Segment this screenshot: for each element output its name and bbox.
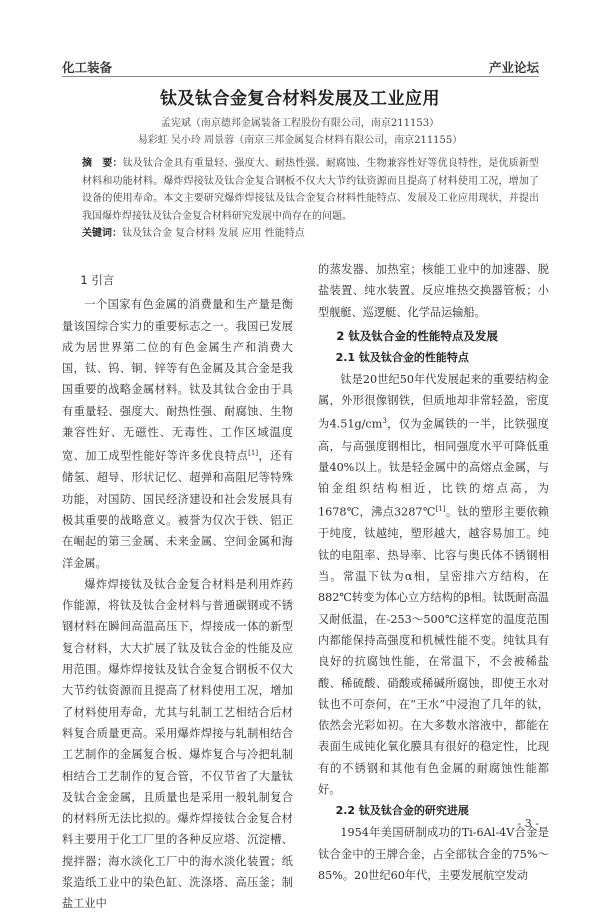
abstract-block <box>62 155 539 243</box>
paragraph <box>318 369 549 800</box>
paragraph: 的蒸发器、加热室；核能工业中的加速器、脱盐装置、纯水装置、反应堆热交换器管板；小型舰艇、巡逻艇、化学品运输船。 <box>318 263 549 319</box>
section-1-heading: 1 引言 <box>80 273 115 287</box>
keywords-label: 关键词： <box>82 228 122 239</box>
paragraph-text: 一个国家有色金属的消费量和生产量是衡量该国综合实力的重要标志之一。我国已发展成为居世界第二位的有色金属生产和消费大国，钛、钨、铜、锌等有色金属及其合金是我国重要的战略金属材料。钛及其钛合金由于具有重量轻、强度大、耐热性强、耐腐蚀、生物兼容性好、无磁性、无毒性、工作区域温度宽、加工成型性能好等许多优良特点 <box>62 298 293 464</box>
abstract-text: 钛及钛合金具有重量轻、强度大、耐热性强、耐腐蚀、生物兼容性好等优良特性，是优质新型材料和功能材料。爆炸焊接钛及钛合金复合钢板不仅大大节约钛资源而且提高了材料使用工况，增加了设备的使用寿命。本文主要研究爆炸焊接钛及钛合金复合材料性能特点、发展及工业应用现状，并提出我国爆炸焊接钛及钛合金复合材料研究发展中尚存在的问题。 <box>82 158 540 222</box>
paragraph-text: ，还有储氢、超导、形状记忆、超弹和高阻尼等特殊功能，对国防、国民经济建设和社会发展具有极其重要的战略意义。被誉为仅次于铁、铝正在崛起的第三金属、未来金属、空间金属和海洋金属。 <box>62 450 293 570</box>
section-2-1-heading: 2.1 钛及钛合金的性能特点 <box>335 350 469 364</box>
paragraph-text: 钛是20世纪50年代发展起来的重要结构金属，外形很像钢铁，但质地却非常轻盈，密度为4.51g/cm <box>318 372 549 432</box>
paragraph-text: ，仅为金属铁的一半，比铁强度高，与高强度钢相比，相同强度水平可降低重量40%以上。钛是轻金属中的高熔点金属，与铂金组织结构相近，比铁的熔点高，为1678℃，沸点3287℃ <box>318 418 549 520</box>
article-title: 钛及钛合金复合材料发展及工业应用 <box>160 89 440 109</box>
citation-ref: [1] <box>435 505 446 514</box>
superscript: 3 <box>382 417 387 426</box>
author-line-2: 易彩虹 吴小玲 周景蓉（南京三邦金属复合材料有限公司，南京211155） <box>137 135 463 146</box>
running-header <box>62 56 539 77</box>
section-2-heading: 2 钛及钛合金的性能特点及发展 <box>336 328 498 343</box>
paragraph: 1954年美国研制成功的Ti-6Al-4V合金是钛合金中的王牌合金，占全部钛合金的75%～85%。20世纪60年代，主要发展航空发动 <box>318 826 549 882</box>
keywords-text: 钛及钛合金 复合材料 发展 应用 性能特点 <box>122 228 305 239</box>
abstract-label: 摘 要： <box>82 158 123 169</box>
author-block <box>0 115 600 149</box>
section-name: 产业论坛 <box>488 60 539 75</box>
page-number: - 3 - <box>517 817 539 830</box>
author-line-1: 孟宪斌（南京德邦金属装备工程股份有限公司，南京211153） <box>160 118 440 129</box>
citation-ref: [1] <box>248 449 259 458</box>
left-column <box>62 262 293 915</box>
keywords <box>62 225 539 243</box>
paragraph <box>62 294 293 574</box>
abstract <box>62 155 539 225</box>
paragraph-text: 。钛的塑形主要依赖于纯度，钛越纯，塑形越大，越容易加工。纯钛的电阻率、热导率、比容与奥氏体不锈钢相当。常温下钛为α相，呈密排六方结构，在882℃转变为体心立方结构的β相。钛既耐高温又耐低温，在-253～500℃这样宽的温度范围内都能保持高强度和机械性能不变。纯钛具有良好的抗腐蚀性能，在常温下，不会被稀盐酸、稀硫酸、硝酸或稀碱所腐蚀，即使王水对钛也不可奈何，在“王水”中浸泡了几年的钛，依然会光彩如初。在大多数水溶液中，都能在表面生成钝化氧化膜具有很好的稳定性，比现有的不锈钢和其他有色金属的耐腐蚀性能都好。 <box>318 506 549 796</box>
journal-name: 化工装备 <box>62 60 113 75</box>
section-2-2-heading: 2.2 钛及钛合金的研究进展 <box>335 804 469 818</box>
right-column <box>318 259 549 886</box>
paragraph: 爆炸焊接钛及钛合金复合材料是利用炸药作能源，将钛及钛合金材料与普通碳钢或不锈钢材料在瞬间高温高压下，焊接成一体的新型复合材料，大大扩展了钛及钛合金的性能及应用范围。爆炸焊接钛及钛合金复合钢板不仅大大节约钛资源而且提高了材料使用工况，增加了材料使用寿命，尤其与轧制工艺相结合后材料复合质量更高。采用爆炸焊接与轧制相结合工艺制作的金属复合板、爆炸复合与冷把轧制相结合工艺制作的复合管，不仅节省了大量钛及钛合金金属，且质量也是采用一般轧制复合的材料所无法比拟的。爆炸焊接钛合金复合材料主要用于化工厂里的各种反应塔、沉淀槽、搅拌器；海水淡化工厂中的海水淡化装置；纸浆造纸工业中的染色缸、洗涤塔、高压釜；制盐工业中 <box>62 577 293 911</box>
